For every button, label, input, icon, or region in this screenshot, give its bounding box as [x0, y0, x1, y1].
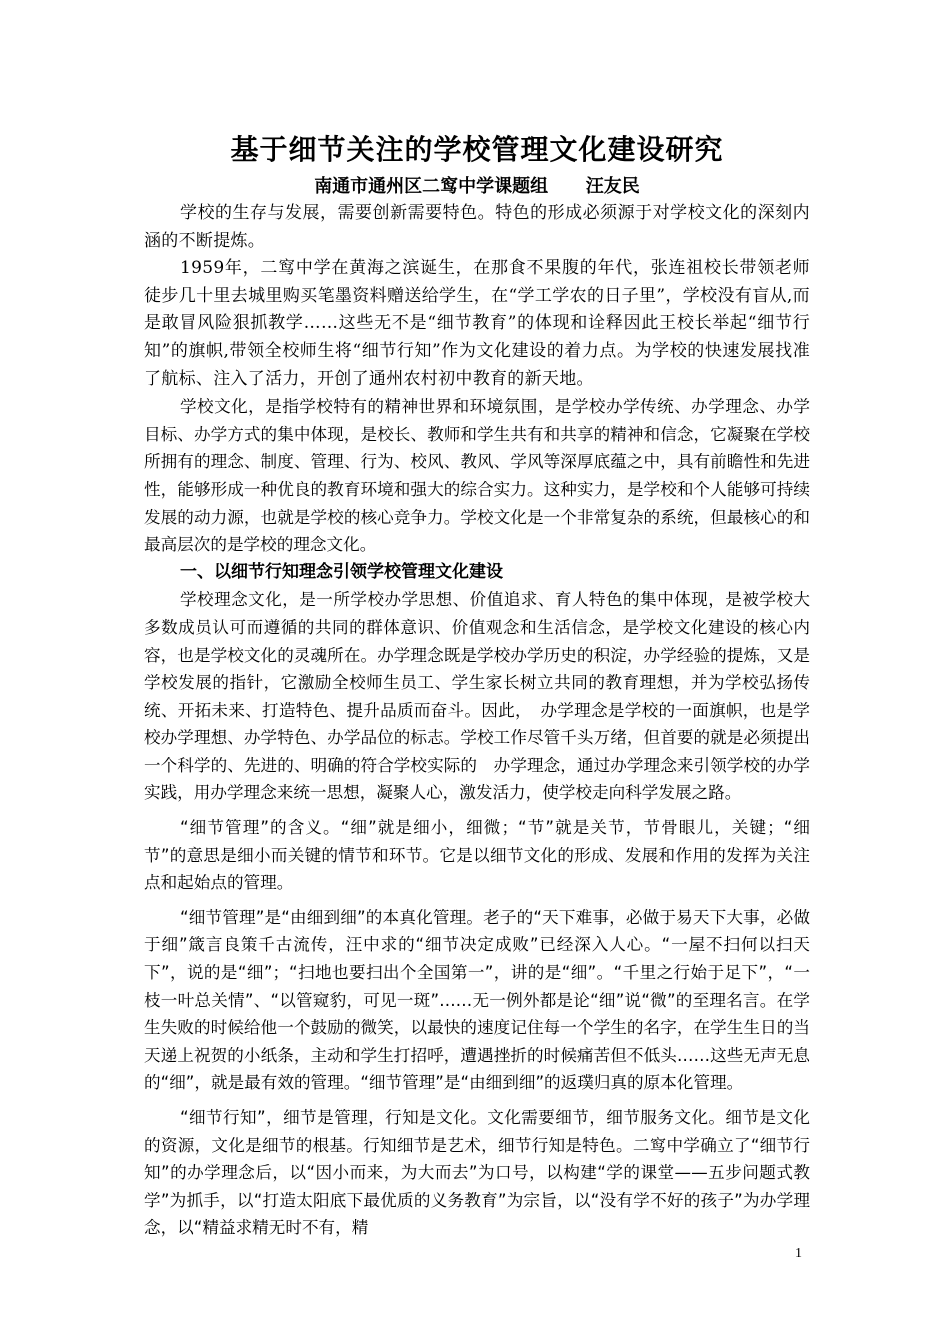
detail-management-definition-paragraph: “细节管理”的含义。“细”就是细小，细微；“节”就是关节，节骨眼儿，关键；“细节”的意思是细小而关键的情节和环节。它是以细节文化的形成、发展和作用的发挥为关注点和起始点的管理。 — [144, 818, 810, 893]
paragraph-gap — [144, 807, 810, 814]
paragraph-gap — [144, 897, 810, 904]
document-body — [144, 127, 810, 1242]
history-paragraph: 1959年，二窎中学在黄海之滨诞生，在那食不果腹的年代，张连祖校长带领老师徒步几十里去城里购买笔墨资料赠送给学生，在“学工学农的日子里”，学校没有盲从,而是敢冒风险狠抓教学……这些无不是“细节教育”的体现和诠释因此王校长举起“细节行知”的旗帜,带领全校师生将“细节行知”作为文化建设的着力点。为学校的快速发展找准了航标、注入了活力，开创了通州农村初中教育的新天地。 — [144, 258, 810, 389]
detail-practice-paragraph: “细节行知”，细节是管理，行知是文化。文化需要细节，细节服务文化。细节是文化的资源，文化是细节的根基。行知细节是艺术，细节行知是特色。二窎中学确立了“细节行知”的办学理念后，以“因小而来，为大而去”为口号，以构建“学的课堂——五步问题式教学”为抓手，以“打造太阳底下最优质的义务教育”为宗旨，以“没有学不好的孩子”为办学理念，以“精益求精无时不有，精 — [144, 1108, 810, 1238]
school-culture-paragraph: 学校文化，是指学校特有的精神世界和环境氛围，是学校办学传统、办学理念、办学目标、办学方式的集中体现，是校长、教师和学生共有和共享的精神和信念，它凝聚在学校所拥有的理念、制度、管理、行为、校风、教风、学风等深厚底蕴之中，具有前瞻性和先进性，能够形成一种优良的教育环境和强大的综合实力。这种实力，是学校和个人能够可持续发展的动力源，也就是学校的核心竞争力。学校文化是一个非常复杂的系统，但最核心的和最高层次的是学校的理念文化。 — [144, 397, 810, 555]
section-heading: 一、以细节行知理念引领学校管理文化建设 — [180, 561, 503, 582]
page-number: 1 — [795, 1246, 802, 1261]
detail-management-essence-paragraph: “细节管理”是“由细到细”的本真化管理。老子的“天下难事，必做于易天下大事，必做于细”箴言良策千古流传，汪中求的“细节决定成败”已经深入人心。“一屋不扫何以扫天下”，说的是“细”；“扫地也要扫出个全国第一”，讲的是“细”。“千里之行始于足下”，“一枝一叶总关情”、“以管窥豹，可见一斑”……无一例外都是论“细”说“微”的至理名言。在学生失败的时候给他一个鼓励的微笑，以最快的速度记住每一个学生的名字，在学生生日的当天递上祝贺的小纸条，主动和学生打招呼，遭遇挫折的时候痛苦但不低头……这些无声无息的“细”，就是最有效的管理。“细节管理”是“由细到细”的返璞归真的原本化管理。 — [144, 907, 810, 1093]
author-line: 南通市通州区二窎中学课题组 汪友民 — [314, 176, 640, 197]
intro-paragraph: 学校的生存与发展，需要创新需要特色。特色的形成必须源于对学校文化的深刻内涵的不断提炼。 — [144, 203, 810, 251]
paragraph-gap — [144, 1097, 810, 1104]
document-title: 基于细节关注的学校管理文化建设研究 — [230, 133, 724, 166]
philosophy-paragraph: 学校理念文化，是一所学校办学思想、价值追求、育人特色的集中体现，是被学校大多数成员认可而遵循的共同的群体意识、价值观念和生活信念，是学校文化建设的核心内容，也是学校文化的灵魂所在。办学理念既是学校办学历史的积淀，办学经验的提炼，又是学校发展的指针，它激励全校师生员工、学生家长树立共同的教育理想，并为学校弘扬传统、开拓未来、打造特色、提升品质而奋斗。因此， 办学理念是学校的一面旗帜，也是学校办学理想、办学特色、办学品位的标志。学校工作尽管千头万绪，但首要的就是必须提出一个科学的、先进的、明确的符合学校实际的 办学理念，通过办学理念来引领学校的办学实践，用办学理念来统一思想，凝聚人心，激发活力，使学校走向科学发展之路。 — [144, 590, 810, 803]
